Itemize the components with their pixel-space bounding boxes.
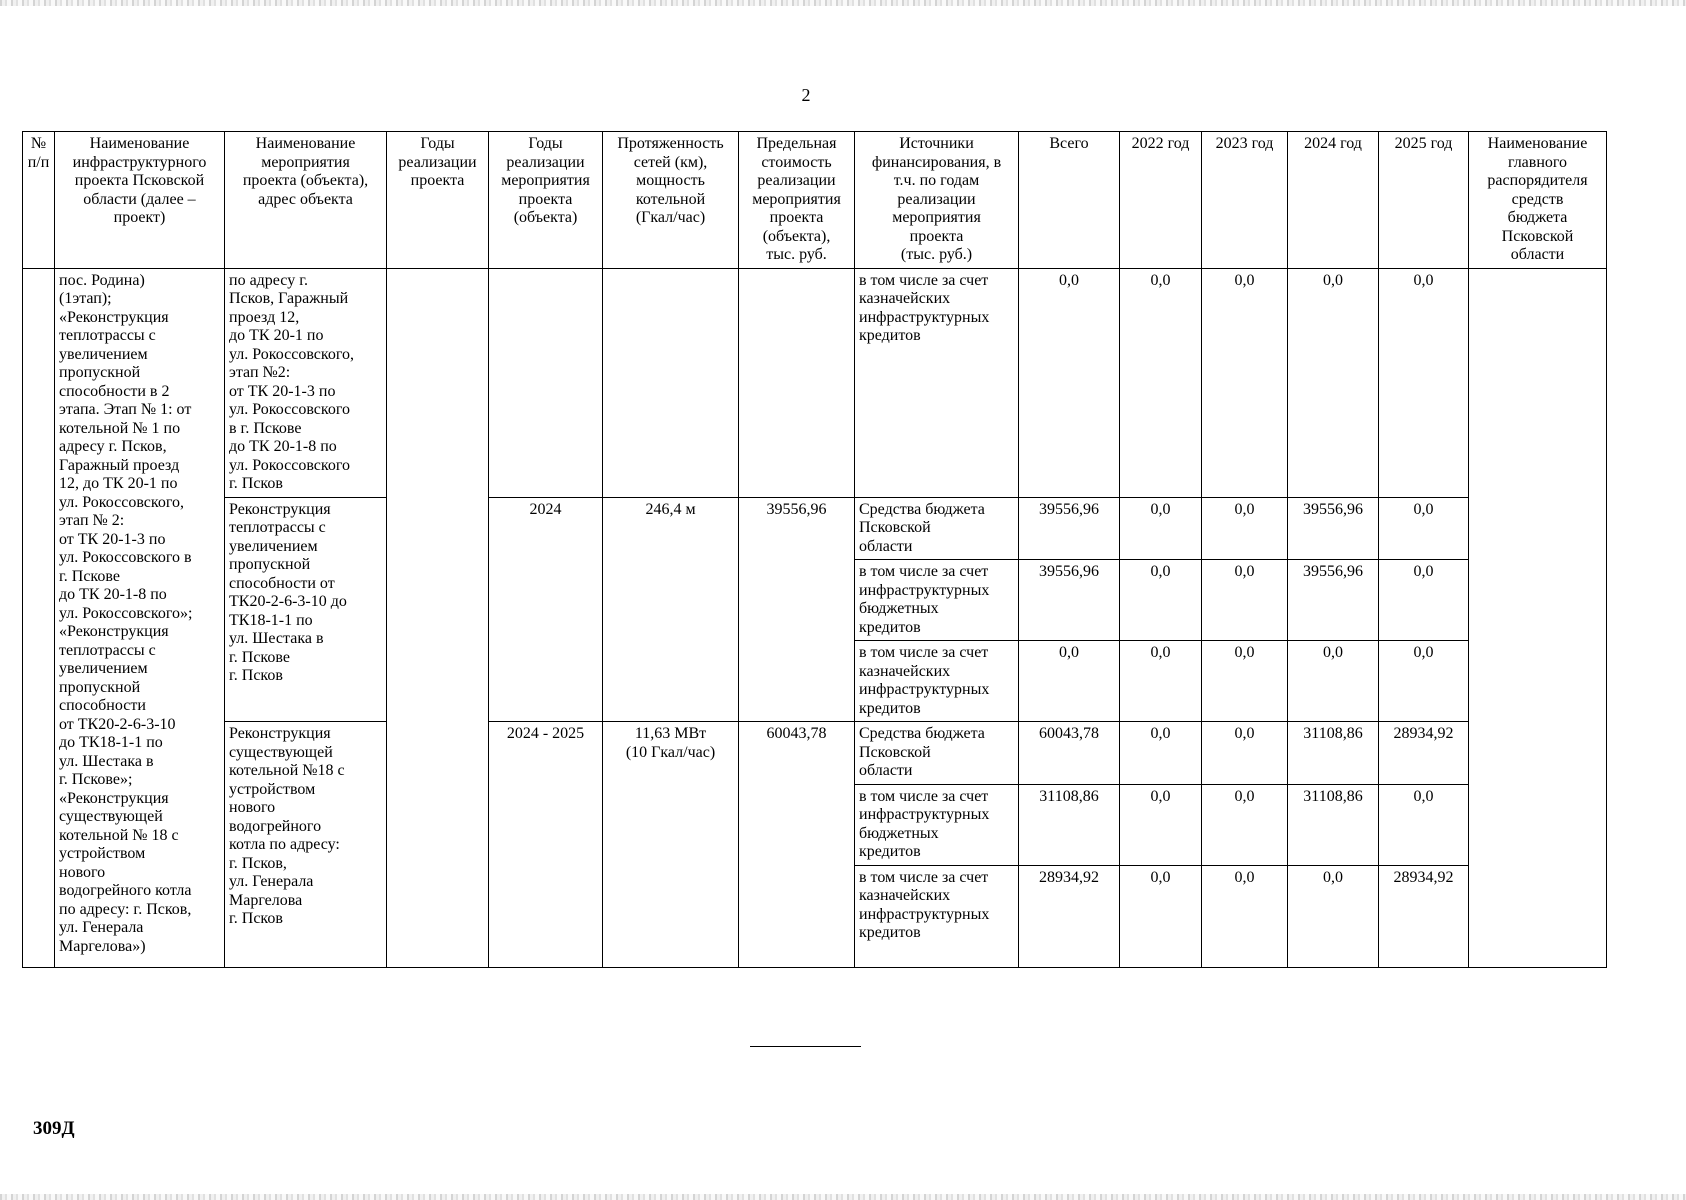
project-name-cell: пос. Родина) (1этап); «Реконструкция теплотрассы с увеличением пропускной способности в 2 этапа. Этап № 1: от котельной № 1 по адресу г. Псков, Гаражный проезд 12, до ТК 20-1 по ул. Рокоссовского, этап № 2: от ТК 20-1-3 по ул. Рокоссовского в г. Пскове до ТК 20-1-8 по ул. Рокоссовского»; «Реконструкция теплотрассы с увеличением пропускной способности от ТК20-2-6-3-10 до ТК18-1-1 по ул. Шестака в г. Пскове»; «Реконструкция существующей котельной № 18 с устройством нового водогрейного котла по адресу: г. Псков, ул. Генерала Маргелова»): [55, 268, 225, 967]
y2025-cell: 0,0: [1379, 268, 1469, 497]
measure-name-cell: Реконструкция существующей котельной №18 с устройством нового водогрейного котла по адресу: г. Псков, ул. Генерала Маргелова г. Псков: [225, 722, 387, 968]
length-cell: 11,63 МВт (10 Гкал/час): [603, 722, 739, 968]
cost-cell: 39556,96: [739, 497, 855, 722]
header-sources: Источники финансирования, в т.ч. по годам реализации мероприятия проекта (тыс. руб.): [855, 132, 1019, 269]
page-number: 2: [801, 85, 811, 105]
total-cell: 60043,78: [1019, 722, 1120, 785]
header-manager: Наименование главного распорядителя средств бюджета Псковской области: [1469, 132, 1607, 269]
total-cell: 0,0: [1019, 641, 1120, 722]
y2022-cell: 0,0: [1120, 497, 1202, 560]
y2023-cell: 0,0: [1202, 497, 1288, 560]
measure-years-cell: [489, 268, 603, 497]
y2024-cell: 31108,86: [1288, 722, 1379, 785]
y2024-cell: 0,0: [1288, 268, 1379, 497]
scan-edge-bottom: [0, 1194, 1686, 1200]
y2024-cell: 39556,96: [1288, 560, 1379, 641]
y2022-cell: 0,0: [1120, 641, 1202, 722]
y2023-cell: 0,0: [1202, 784, 1288, 865]
total-cell: 31108,86: [1019, 784, 1120, 865]
source-cell: Средства бюджета Псковской области: [855, 497, 1019, 560]
manager-cell: [1469, 268, 1607, 967]
header-2023: 2023 год: [1202, 132, 1288, 269]
y2025-cell: 0,0: [1379, 784, 1469, 865]
cost-cell: 60043,78: [739, 722, 855, 968]
total-cell: 39556,96: [1019, 560, 1120, 641]
table-header-row: [23, 132, 1607, 269]
table-row: [23, 268, 1607, 497]
header-project-name: Наименование инфраструктурного проекта Псковской области (далее – проект): [55, 132, 225, 269]
y2025-cell: 0,0: [1379, 641, 1469, 722]
y2022-cell: 0,0: [1120, 784, 1202, 865]
project-years-cell: [387, 268, 489, 967]
length-cell: [603, 268, 739, 497]
y2022-cell: 0,0: [1120, 560, 1202, 641]
measure-name-cell: по адресу г. Псков, Гаражный проезд 12, до ТК 20-1 по ул. Рокоссовского, этап №2: от ТК 20-1-3 по ул. Рокоссовского в г. Пскове до ТК 20-1-8 по ул. Рокоссовского г. Псков: [225, 268, 387, 497]
length-cell: 246,4 м: [603, 497, 739, 722]
y2023-cell: 0,0: [1202, 722, 1288, 785]
y2025-cell: 28934,92: [1379, 722, 1469, 785]
header-cost: Предельная стоимость реализации мероприятия проекта (объекта), тыс. руб.: [739, 132, 855, 269]
header-measure-name: Наименование мероприятия проекта (объекта), адрес объекта: [225, 132, 387, 269]
footer-divider: [750, 1046, 861, 1047]
total-cell: 28934,92: [1019, 865, 1120, 967]
y2022-cell: 0,0: [1120, 865, 1202, 967]
cost-cell: [739, 268, 855, 497]
y2023-cell: 0,0: [1202, 560, 1288, 641]
measure-years-cell: 2024 - 2025: [489, 722, 603, 968]
y2023-cell: 0,0: [1202, 641, 1288, 722]
y2025-cell: 0,0: [1379, 560, 1469, 641]
header-measure-years: Годы реализации мероприятия проекта (объекта): [489, 132, 603, 269]
total-cell: 0,0: [1019, 268, 1120, 497]
header-total: Всего: [1019, 132, 1120, 269]
y2023-cell: 0,0: [1202, 268, 1288, 497]
y2025-cell: 0,0: [1379, 497, 1469, 560]
table-row: [23, 722, 1607, 785]
source-cell: в том числе за счет казначейских инфраструктурных кредитов: [855, 268, 1019, 497]
row-number-cell: [23, 268, 55, 967]
source-cell: Средства бюджета Псковской области: [855, 722, 1019, 785]
y2025-cell: 28934,92: [1379, 865, 1469, 967]
y2024-cell: 0,0: [1288, 865, 1379, 967]
financing-table: [22, 131, 1607, 968]
y2024-cell: 0,0: [1288, 641, 1379, 722]
y2024-cell: 31108,86: [1288, 784, 1379, 865]
document-code: 309Д: [33, 1118, 75, 1139]
source-cell: в том числе за счет казначейских инфраструктурных кредитов: [855, 641, 1019, 722]
header-length: Протяженность сетей (км), мощность котельной (Гкал/час): [603, 132, 739, 269]
source-cell: в том числе за счет инфраструктурных бюджетных кредитов: [855, 560, 1019, 641]
y2022-cell: 0,0: [1120, 722, 1202, 785]
source-cell: в том числе за счет казначейских инфраструктурных кредитов: [855, 865, 1019, 967]
header-2025: 2025 год: [1379, 132, 1469, 269]
y2023-cell: 0,0: [1202, 865, 1288, 967]
header-num: № п/п: [23, 132, 55, 269]
scan-edge-top: [0, 0, 1686, 6]
header-2024: 2024 год: [1288, 132, 1379, 269]
y2022-cell: 0,0: [1120, 268, 1202, 497]
header-project-years: Годы реализации проекта: [387, 132, 489, 269]
measure-years-cell: 2024: [489, 497, 603, 722]
total-cell: 39556,96: [1019, 497, 1120, 560]
table-row: [23, 497, 1607, 560]
header-2022: 2022 год: [1120, 132, 1202, 269]
source-cell: в том числе за счет инфраструктурных бюджетных кредитов: [855, 784, 1019, 865]
measure-name-cell: Реконструкция теплотрассы с увеличением пропускной способности от ТК20-2-6-3-10 до ТК18-1-1 по ул. Шестака в г. Пскове г. Псков: [225, 497, 387, 722]
y2024-cell: 39556,96: [1288, 497, 1379, 560]
